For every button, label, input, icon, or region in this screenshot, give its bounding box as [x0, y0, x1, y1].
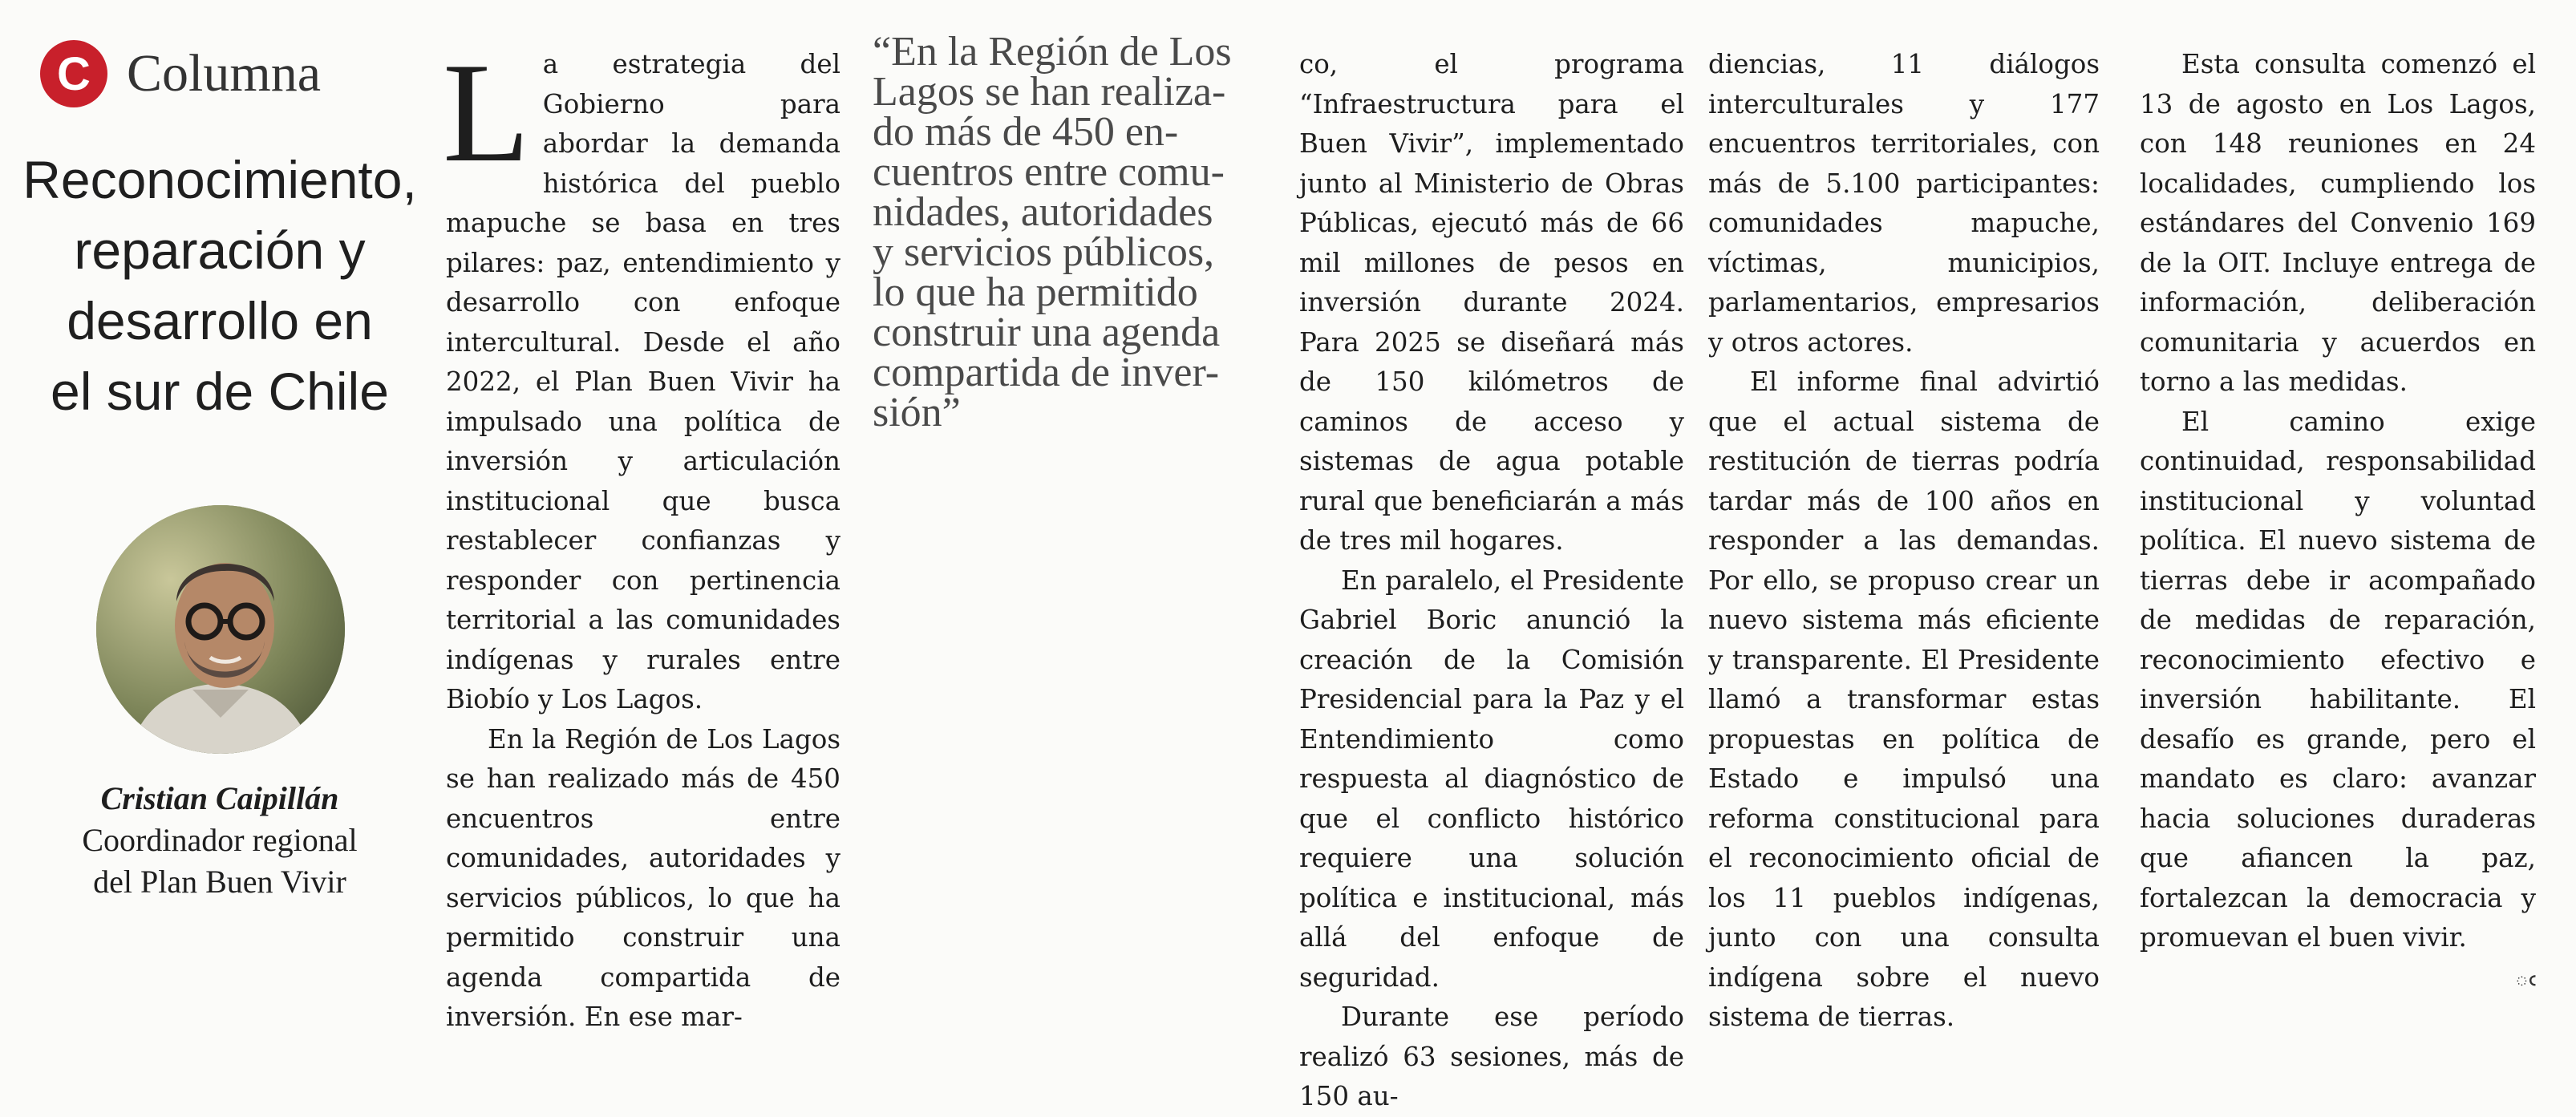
paragraph: co, el programa “Infraestructura para el Buen Vivir”, implementado junto al Ministerio de Obras Públicas, ejecutó más de 66 mil millones de pesos en inversión durante 2024. Para 2025 se diseñará más de 150 kilómetros de caminos de acceso y sistemas de agua potable rural que beneficiarán a más de tres mil hogares.: [1299, 49, 1684, 556]
section-label: Columna: [127, 44, 321, 103]
pull-quote-line: compartida de inver-: [873, 350, 1220, 395]
author-name: Cristian Caipillán: [100, 780, 339, 816]
pull-quote-line: construir una agenda: [873, 310, 1221, 355]
paragraph: a estrategia del Gobierno para abordar la demanda histórica del pueblo mapuche se basa en tres pilares: paz, entendimiento y desarrollo con enfoque intercultural. Desde el año 2022, el Plan Buen Vivir ha impulsado una política de inversión y articulación institucional que busca restablecer confianzas y responder con pertinencia territorial a las comunidades indígenas y rurales entre Biobío y Los Lagos.: [446, 49, 840, 714]
headline-line: desarrollo en: [67, 291, 373, 350]
pull-quote-line: sión”: [873, 390, 961, 435]
pull-quote-line: y servicios públicos,: [873, 229, 1215, 275]
pull-quote-line: “En la Región de Los: [873, 29, 1232, 75]
pull-quote-line: lo que ha permitido: [873, 269, 1198, 315]
paragraph: En paralelo, el Presidente Gabriel Boric anunció la creación de la Comisión Presidencial para la Paz y el Entendimiento como respuesta al diagnóstico de que el conflicto histórico requiere una solución política e institucional, más allá del enfoque de seguridad.: [1299, 565, 1684, 993]
pull-quote-line: nidades, autoridades: [873, 189, 1213, 235]
author-byline: [0, 778, 439, 903]
body-column-1: [443, 0, 840, 1038]
end-mark-icon: ఁ: [2514, 964, 2536, 991]
pull-quote: [873, 29, 1274, 435]
author-photo: [96, 505, 345, 754]
pull-quote-line: do más de 450 en-: [873, 109, 1179, 155]
paragraph: diencias, 11 diálogos interculturales y 177 encuentros territoriales, con más de 5.100 participantes: comunidades mapuche, víctimas, municipios, parlamentarios, empresarios y otros actores.: [1708, 49, 2100, 358]
pull-quote-line: Lagos se han realiza-: [873, 69, 1226, 115]
section-header: [40, 40, 321, 107]
headline-line: reparación y: [74, 221, 366, 280]
section-badge: C: [40, 40, 107, 107]
drop-cap: L: [443, 33, 530, 192]
author-role: del Plan Buen Vivir: [93, 864, 346, 900]
paragraph: Esta consulta comenzó el 13 de agosto en Los Lagos, con 148 reuniones en 24 localidades, cumpliendo los estándares del Convenio 169 de la OIT. Incluye entrega de información, deliberación comunitaria y acuerdos en torno a las medidas.: [2140, 49, 2536, 397]
paragraph: Durante ese período realizó 63 sesiones, más de 150 au-: [1299, 1002, 1684, 1111]
author-role: Coordinador regional: [82, 822, 358, 858]
pull-quote-line: cuentros entre comu-: [873, 149, 1225, 195]
paragraph: En la Región de Los Lagos se han realizado más de 450 encuentros entre comunidades, autoridades y servicios públicos, lo que ha permitido construir una agenda compartida de inversión. En ese mar-: [446, 723, 840, 1032]
paragraph: El informe final advirtió que el actual sistema de restitución de tierras podría tardar más de 100 años en responder a las demandas. Por ello, se propuso crear un nuevo sistema más eficiente y transparente. El Presidente llamó a transformar estas propuestas en política de Estado e impulsó una reforma constitucional para el reconocimiento oficial de los 11 pueblos indígenas, junto con una consulta indígena sobre el nuevo sistema de tierras.: [1708, 366, 2100, 1032]
headline-line: Reconocimiento,: [22, 150, 417, 209]
paragraph: El camino exige continuidad, responsabilidad institucional y voluntad política. El nuevo sistema de tierras debe ir acompañado de medidas de reparación, reconocimiento efectivo e inversión habilitante. El desafío es grande, pero el mandato es claro: avanzar hacia soluciones duraderas que afiancen la paz, fortalezcan la democracia y promuevan el buen vivir.: [2140, 406, 2536, 953]
body-column-4: [1708, 0, 2100, 1038]
headline: [0, 144, 439, 427]
column-sidebar: [0, 0, 439, 921]
author-portrait-image: [96, 505, 345, 754]
body-column-3: [1299, 0, 1684, 1117]
headline-line: el sur de Chile: [51, 362, 389, 421]
body-column-5: [2140, 0, 2536, 998]
